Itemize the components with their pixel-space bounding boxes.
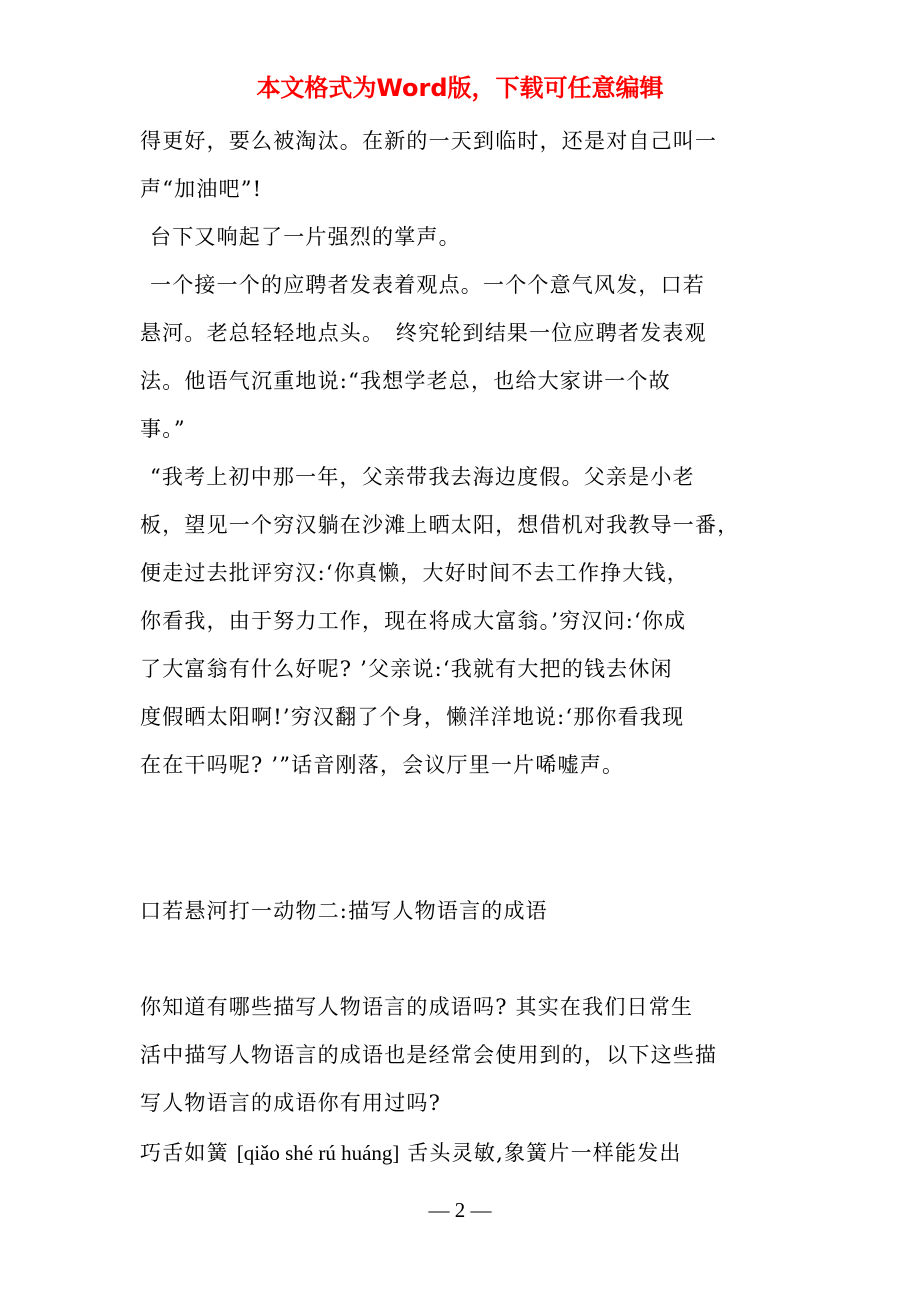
paragraph-line: 板，望见一个穷汉躺在沙滩上晒太阳，想借机对我教导一番， xyxy=(140,513,740,537)
paragraph-line: “我考上初中那一年，父亲带我去海边度假。父亲是小老 xyxy=(150,465,695,489)
idiom-word: 巧舌如簧 xyxy=(140,1141,229,1165)
idiom-definition: 舌头灵敏,象簧片一样能发出 xyxy=(407,1141,682,1165)
page-number: — 2 — xyxy=(428,1198,492,1222)
paragraph-line: 悬河。老总轻轻地点头。 终究轮到结果一位应聘者发表观 xyxy=(140,321,707,345)
paragraph-line: 法。他语气沉重地说:“我想学老总，也给大家讲一个故 xyxy=(140,369,671,393)
idiom-pinyin: [qiǎo shé rú huáng] xyxy=(236,1141,400,1165)
paragraph-line: 你看我，由于努力工作，现在将成大富翁。’穷汉问:‘你成 xyxy=(140,609,687,633)
paragraph-line: 便走过去批评穷汉:‘你真懒，大好时间不去工作挣大钱， xyxy=(140,561,689,585)
paragraph-line: 事。” xyxy=(140,417,186,441)
paragraph-line: 台下又响起了一片强烈的掌声。 xyxy=(150,225,461,249)
document-banner: 本文格式为Word版，下载可任意编辑 xyxy=(256,74,664,102)
paragraph-line: 你知道有哪些描写人物语言的成语吗? 其实在我们日常生 xyxy=(140,995,694,1019)
paragraph-line: 了大富翁有什么好呢? ’父亲说:‘我就有大把的钱去休闲 xyxy=(140,657,673,681)
paragraph-line: 写人物语言的成语你有用过吗? xyxy=(140,1091,442,1115)
paragraph-line: 得更好，要么被淘汰。在新的一天到临时，还是对自己叫一 xyxy=(140,129,718,153)
paragraph-line: 活中描写人物语言的成语也是经常会使用到的，以下这些描 xyxy=(140,1043,718,1067)
paragraph-line: 声“加油吧”! xyxy=(140,177,263,201)
paragraph-line: 在在干吗呢? ’”话音刚落，会议厅里一片唏嘘声。 xyxy=(140,753,625,777)
idiom-entry xyxy=(140,1137,780,1169)
paragraph-line: 一个接一个的应聘者发表着观点。一个个意气风发，口若 xyxy=(150,273,705,297)
section-title: 口若悬河打一动物二:描写人物语言的成语 xyxy=(140,899,548,923)
paragraph-line: 度假晒太阳啊!’穷汉翻了个身，懒洋洋地说:‘那你看我现 xyxy=(140,705,685,729)
